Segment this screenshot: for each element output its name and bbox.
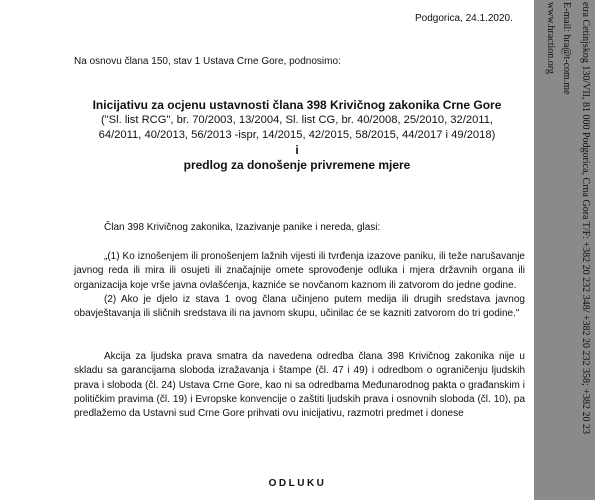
decision-heading: ODLUKU: [268, 478, 327, 489]
argument-paragraph: Akcija za ljudska prava smatra da navedena odredba člana 398 Krivičnog zakonika nije u skladu sa garancijama sloboda izražavanja i štampe (čl. 47 i 49) i odredbom o ograničenju ljudskih prava i sloboda (čl. 24) Ustava Crne Gore, kao ni sa odredbama Međunarodnog pakta o građanskim i političkim pravima (čl. 19) i Evropske konvencije o zaštiti ljudskih prava i osnovnih sloboda (čl. 10), pa predlažemo da Ustavni sud Crne Gore prihvati ovu inicijativu, razmotri predmet i donese: [74, 351, 525, 420]
letterhead-website: www.hraction.org: [545, 2, 556, 74]
title-main-line: Inicijativu za ocjenu ustavnosti člana 398 Krivičnog zakonika Crne Gore: [92, 98, 502, 112]
intro-text: Na osnovu člana 150, stav 1 Ustava Crne Gore, podnosimo:: [74, 56, 341, 67]
letterhead-side-strip: [534, 0, 595, 500]
title-measure-line: predlog za donošenje privremene mjere: [183, 158, 411, 172]
title-gazette-line-2: 64/2011, 40/2013, 56/2013 -ispr, 14/2015, 42/2015, 58/2015, 44/2017 i 49/2018): [98, 129, 496, 141]
document-title: [62, 98, 532, 173]
title-gazette-line-1: ("Sl. list RCG", br. 70/2003, 13/2004, Sl. list CG, br. 40/2008, 25/2010, 32/2011,: [100, 114, 494, 126]
quote-paragraph-1: „(1) Ko iznošenjem ili pronošenjem lažnih vijesti ili tvrđenja izazove paniku, ili teže narušavanje javnog reda ili mira ili osujeti ili značajnije omete sprovođenje odluka i mjera državnih organa ili organizacija koje vrše javna ovlašćenja, kazniće se novčanom kaznom ili zatvorom do jedne godine.: [74, 251, 525, 291]
article-intro: Član 398 Krivičnog zakonika, Izazivanje panike i nereda, glasi:: [104, 222, 381, 233]
letterhead-contact-block: [543, 0, 595, 500]
letterhead-address-phone: etra Cetinjskog 130/VII, 81 000 Podgorica, Crna Gora T/F: +382 20 232 348/ +382 20 232 358; +382 20 23: [580, 2, 591, 434]
article-quote: [74, 250, 525, 321]
quote-paragraph-2: (2) Ako je djelo iz stava 1 ovog člana učinjeno putem medija ili drugih sredstava javnog obavještavanja ili sličnih sredstava ili na javnom skupu, učinilac će se kazniti zatvorom do tri godine.": [74, 293, 525, 320]
title-conjunction: i: [295, 143, 299, 157]
letterhead-email: E-mail: hra@t-com.me: [561, 2, 572, 95]
document-date: Podgorica, 24.1.2020.: [415, 13, 513, 24]
